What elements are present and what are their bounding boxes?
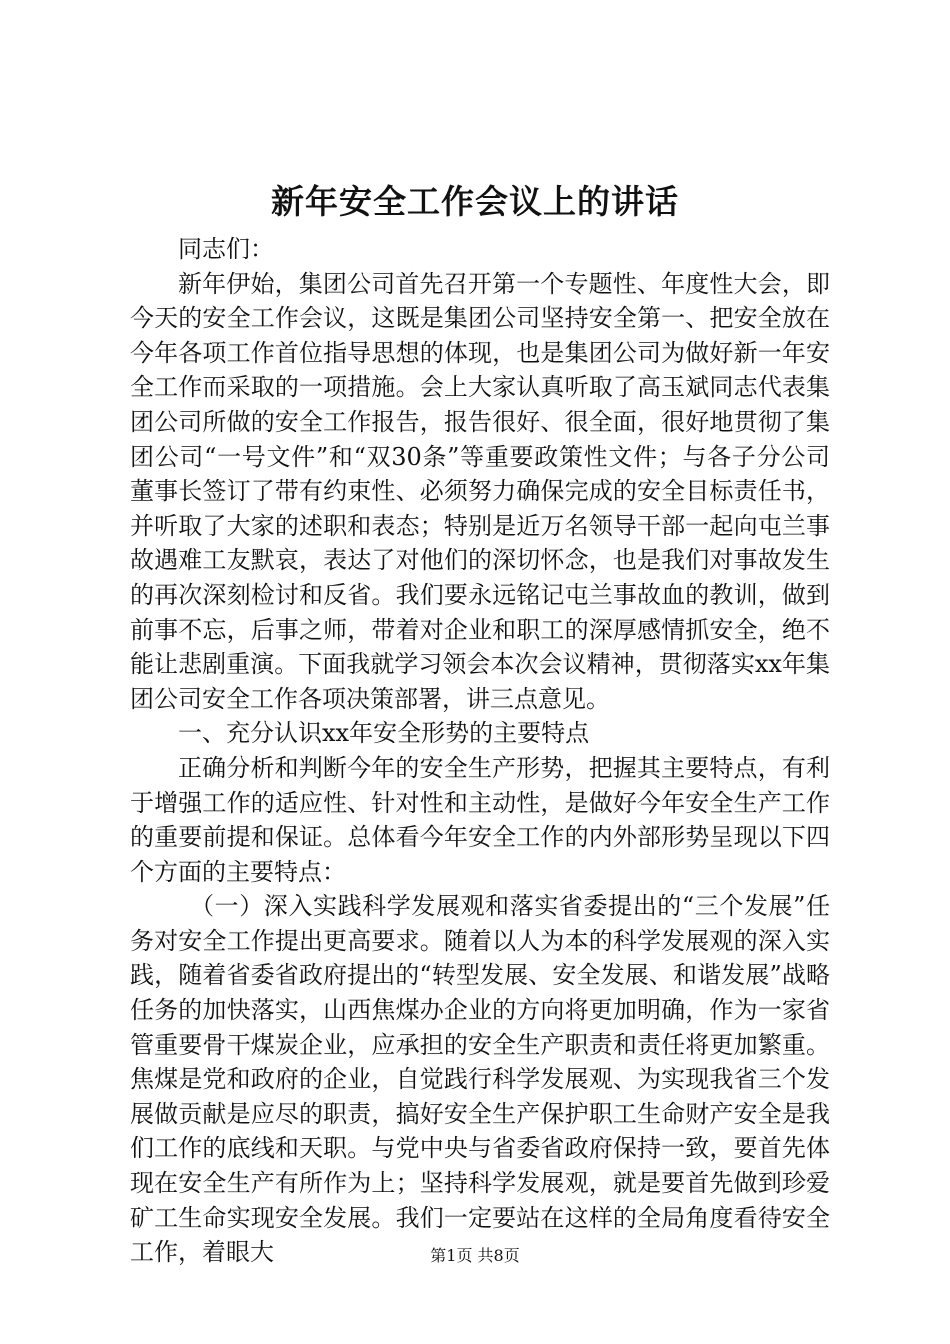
section-heading-1: 一、充分认识xx年安全形势的主要特点 [178,719,590,748]
salutation: 同志们： [178,235,274,263]
document-body [130,232,830,1270]
page-footer: 第1页 共8页 [430,1246,520,1265]
paragraph-section-1: 正确分析和判断今年的安全生产形势，把握其主要特点，有利于增强工作的适应性、针对性和主动性，是做好今年安全生产工作的重要前提和保证。总体看今年安全工作的内外部形势呈现以下四个方面的主要特点： [130,753,830,886]
paragraph-intro: 新年伊始，集团公司首先召开第一个专题性、年度性大会，即今天的安全工作会议，这既是集团公司坚持安全第一、把安全放在今年各项工作首位指导思想的体现，也是集团公司为做好新一年安全工作而采取的一项措施。会上大家认真听取了高玉斌同志代表集团公司所做的安全工作报告，报告很好、很全面，很好地贯彻了集团公司“一号文件”和“双30条”等重要政策性文件；与各子分公司董事长签订了带有约束性、必须努力确保完成的安全目标责任书，并听取了大家的述职和表态；特别是近万名领导干部一起向屯兰事故遇难工友默哀，表达了对他们的深切怀念，也是我们对事故发生的再次深刻检讨和反省。我们要永远铭记屯兰事故血的教训，做到前事不忘，后事之师，带着对企业和职工的深厚感情抓安全，绝不能让悲剧重演。下面我就学习领会本次会议精神，贯彻落实xx年集团公司安全工作各项决策部署，讲三点意见。 [130,269,830,713]
paragraph-subsection-1: （一）深入实践科学发展观和落实省委提出的“三个发展”任务对安全工作提出更高要求。随着以人为本的科学发展观的深入实践，随着省委省政府提出的“转型发展、安全发展、和谐发展”战略任务的加快落实，山西焦煤办企业的方向将更加明确，作为一家省管重要骨干煤炭企业，应承担的安全生产职责和责任将更加繁重。焦煤是党和政府的企业，自觉践行科学发展观、为实现我省三个发展做贡献是应尽的职责，搞好安全生产保护职工生命财产安全是我们工作的底线和天职。与党中央与省委省政府保持一致，要首先体现在安全生产有所作为上；坚持科学发展观，就是要首先做到珍爱矿工生命实现安全发展。我们一定要站在这样的全局角度看待安全工作，着眼大 [130,892,830,1267]
document-title: 新年安全工作会议上的讲话 [271,182,679,221]
